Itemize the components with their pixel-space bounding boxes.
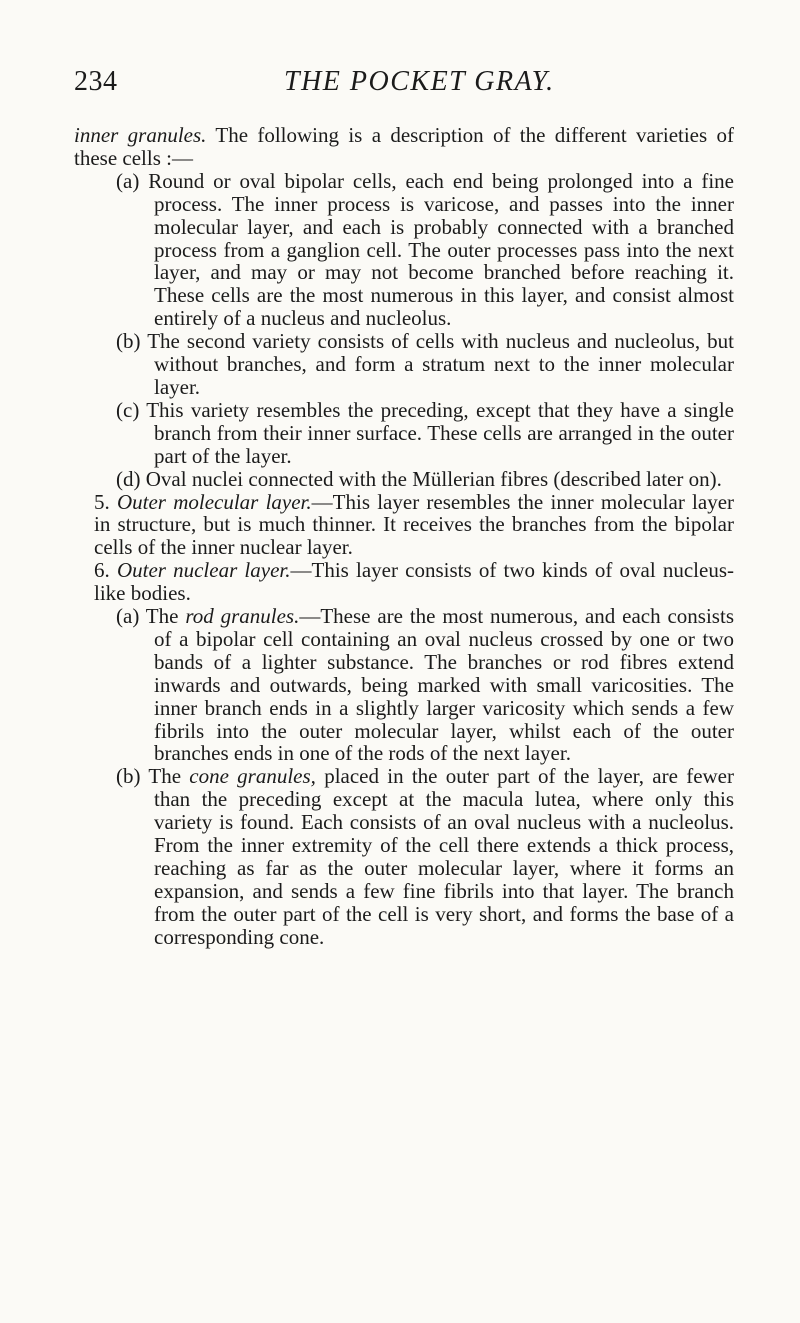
section-title: Outer nuclear layer. xyxy=(116,558,291,583)
list-item-a xyxy=(74,170,734,330)
page-number: 234 xyxy=(74,66,118,97)
list-item-b xyxy=(74,330,734,399)
item-label: (b) xyxy=(116,329,141,354)
body-text xyxy=(74,124,734,949)
section-number: 6. xyxy=(94,558,110,583)
item-text: This variety resembles the preceding, except that they have a single branch from their inner surface. These cells are arranged in the outer part of the layer. xyxy=(139,397,734,468)
page-header xyxy=(74,66,734,108)
section-text: —This layer consists of two kinds of oval nucleus-like bodies. xyxy=(94,558,734,606)
paragraph-lead: inner granules. xyxy=(74,123,207,147)
section-title: Outer molecular layer. xyxy=(116,489,312,514)
list-item-rod-granules xyxy=(74,605,734,765)
running-head: THE POCKET GRAY. xyxy=(284,66,555,97)
section-number: 5. xyxy=(94,489,110,514)
section-text: —This layer resembles the inner molecular layer in structure, but is much thinner. It receives the branches from the bipolar cells of the inner nuclear layer. xyxy=(94,489,735,560)
list-item-c xyxy=(74,399,734,468)
item-text: placed in the outer part of the layer, are fewer than the preceding except at the macula lutea, where only this variety is found. Each consists of an oval nucleus with a nucleolus. From the inner extremity of the cell there extends a thick process, reaching as far as the outer molecular layer, where it forms an expansion, and sends a few fine fibrils into that layer. The branch from the outer part of the cell is very short, and forms the base of a corresponding cone. xyxy=(154,764,734,949)
item-label: (d) xyxy=(116,466,141,491)
item-pre: The xyxy=(139,604,186,629)
item-text: Oval nuclei connected with the Müllerian fibres (described later on). xyxy=(140,466,722,491)
section-outer-molecular-layer xyxy=(74,491,734,560)
item-text: The second variety consists of cells with nucleus and nucleolus, but without branches, and form a stratum next to the inner molecular layer. xyxy=(140,329,734,399)
list-item-d xyxy=(74,468,734,491)
item-label: (a) xyxy=(116,168,140,193)
paragraph-intro xyxy=(74,124,734,170)
item-label: (a) xyxy=(116,604,140,629)
item-label: (b) xyxy=(116,764,141,789)
list-item-cone-granules xyxy=(74,765,734,948)
item-label: (c) xyxy=(116,397,140,422)
item-text: Round or oval bipolar cells, each end being prolonged into a fine process. The inner process is varicose, and passes into the inner molecular layer, and each is probably connected with a branched process from a ganglion cell. The outer processes pass into the next layer, and may or may not become branched before reaching it. These cells are the most numerous in this layer, and consist almost entirely of a nucleus and nucleolus. xyxy=(139,168,734,331)
paragraph-text: The following is a description of the different varieties of these cells :— xyxy=(74,123,734,170)
item-text: —These are the most numerous, and each consists of a bipolar cell containing an oval nucleus crossed by one or two bands of a lighter substance. The branches or rod fibres extend inwards and outwards, being marked with small varicosities. The inner branch ends in a slightly larger varicosity which sends a few fibrils into the outer molecular layer, whilst each of the outer branches ends in one of the rods of the next layer. xyxy=(154,604,734,766)
item-pre: The xyxy=(140,764,190,789)
item-term: cone granules, xyxy=(189,764,316,789)
item-term: rod granules. xyxy=(185,604,300,629)
section-outer-nuclear-layer xyxy=(74,559,734,605)
